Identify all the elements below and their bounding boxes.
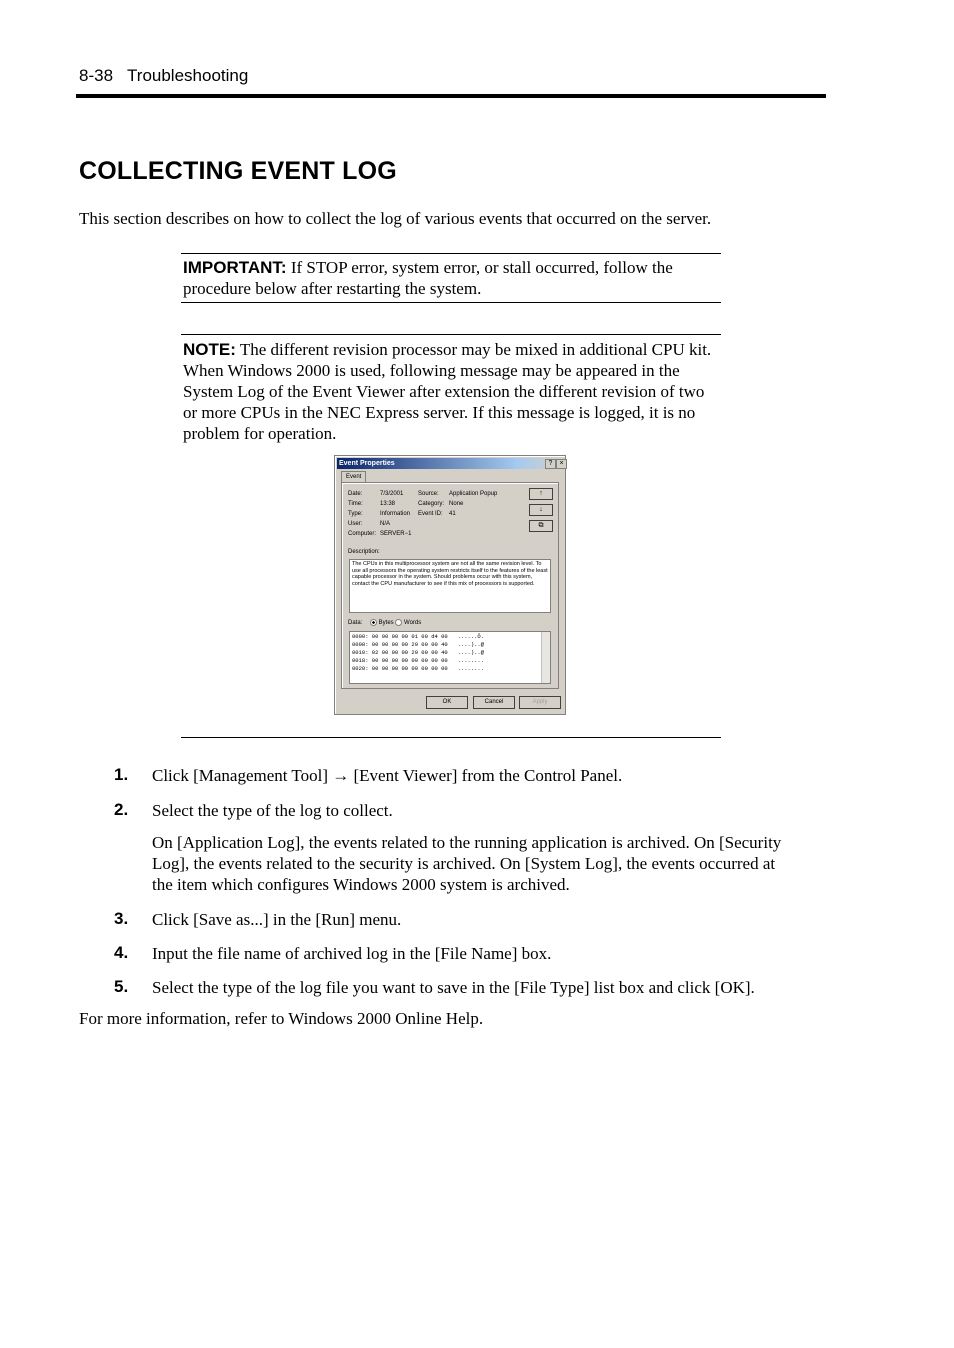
step-number: 5. [114,977,129,996]
data-scrollbar[interactable] [541,632,550,683]
data-row: 0010: 02 00 00 00 29 00 00 40 ....)..@ [352,649,485,656]
running-header [79,66,248,86]
tab-event[interactable]: Event [341,471,366,483]
data-row: 0020: 00 00 00 00 00 00 00 00 ........ [352,665,485,672]
eventid-label: Event ID: [418,511,443,517]
closing-paragraph: For more information, refer to Windows 2000 Online Help. [79,1009,484,1028]
description-textbox[interactable]: The CPUs in this multiprocessor system are not all the same revision level. To use all processors the operating system restricts itself to the features of the least capable processor in the system. Should problems occur with this system, contact the CPU manufacturer to see if this mix of processors is supported. [349,559,551,613]
computer-value: SERVER−1 [380,531,412,537]
time-value: 13:38 [380,501,396,507]
type-label: Type: [348,511,363,517]
data-label: Data: [348,620,363,626]
header-rule [76,94,826,98]
bytes-radio[interactable] [370,619,377,626]
data-row: 0008: 00 00 00 00 29 00 00 40 ....)..@ [352,641,485,648]
date-value: 7/3/2001 [380,491,404,497]
user-value: N/A [380,521,391,527]
note-paragraph [183,339,721,444]
category-value: None [449,501,464,507]
copy-event-button[interactable]: ⧉ [529,520,553,532]
data-textbox[interactable] [349,631,551,684]
section-title: COLLECTING EVENT LOG [79,157,397,185]
date-label: Date: [348,491,363,497]
page-number: 8-38 [79,66,114,85]
step-detail: On [Application Log], the events related to the running application is archived. On [Security Log], the events related to the security is archived. On [System Log], the events occurred at the item which configures Windows 2000 system is archived. [152,833,782,894]
note-box [181,334,721,738]
data-row: 0000: 00 00 00 00 01 00 d4 00 ......Ô. [352,633,485,640]
words-label: Words [404,620,422,627]
step-text: Click [Management Tool] → [Event Viewer] from the Control Panel. [152,766,623,785]
important-text: If STOP error, system error, or stall occurred, follow the procedure below after restarting the system. [183,258,673,298]
source-value: Application Popup [449,491,498,497]
time-label: Time: [348,501,363,507]
next-event-button[interactable]: ↓ [529,504,553,516]
bytes-label: Bytes [378,620,394,627]
event-properties-dialog [334,455,566,715]
important-box [181,253,721,303]
data-row: 0018: 00 00 00 00 00 00 00 00 ........ [352,657,485,664]
type-value: Information [380,511,411,517]
note-label: NOTE: [183,340,236,359]
step-number: 4. [114,943,129,962]
step-text: Input the file name of archived log in the [File Name] box. [152,944,552,963]
note-text: The different revision processor may be mixed in additional CPU kit. When Windows 2000 is used, following message may be appeared in the System Log of the Event Viewer after extension the different revision of two or more CPUs in the NEC Express server. If this message is logged, it is no problem for operation. [183,340,712,443]
step-text: Click [Save as...] in the [Run] menu. [152,910,402,929]
important-paragraph [183,257,721,299]
important-label: IMPORTANT: [183,258,287,277]
category-label: Category: [418,501,445,507]
step-number: 2. [114,800,129,819]
step-number: 1. [114,765,129,784]
help-button[interactable]: ? [545,459,556,469]
intro-paragraph: This section describes on how to collect the log of various events that occurred on the server. [79,209,712,228]
words-radio[interactable] [395,619,402,626]
dialog-titlebar [337,458,563,469]
user-label: User: [348,521,363,527]
event-tab-panel [341,482,559,689]
apply-button[interactable]: Apply [519,696,561,709]
source-label: Source: [418,491,439,497]
step-text: Select the type of the log to collect. [152,801,393,820]
step-text: Select the type of the log file you want to save in the [File Type] list box and click [OK]. [152,978,755,997]
ok-button[interactable]: OK [426,696,468,709]
dialog-title: Event Properties [339,460,395,467]
description-label: Description: [348,549,380,555]
data-format-group [370,619,421,627]
cancel-button[interactable]: Cancel [473,696,515,709]
computer-label: Computer: [348,531,377,537]
eventid-value: 41 [449,511,456,517]
step-number: 3. [114,909,129,928]
previous-event-button[interactable]: ↑ [529,488,553,500]
running-header-section: Troubleshooting [127,66,249,85]
close-button[interactable]: × [556,459,567,469]
